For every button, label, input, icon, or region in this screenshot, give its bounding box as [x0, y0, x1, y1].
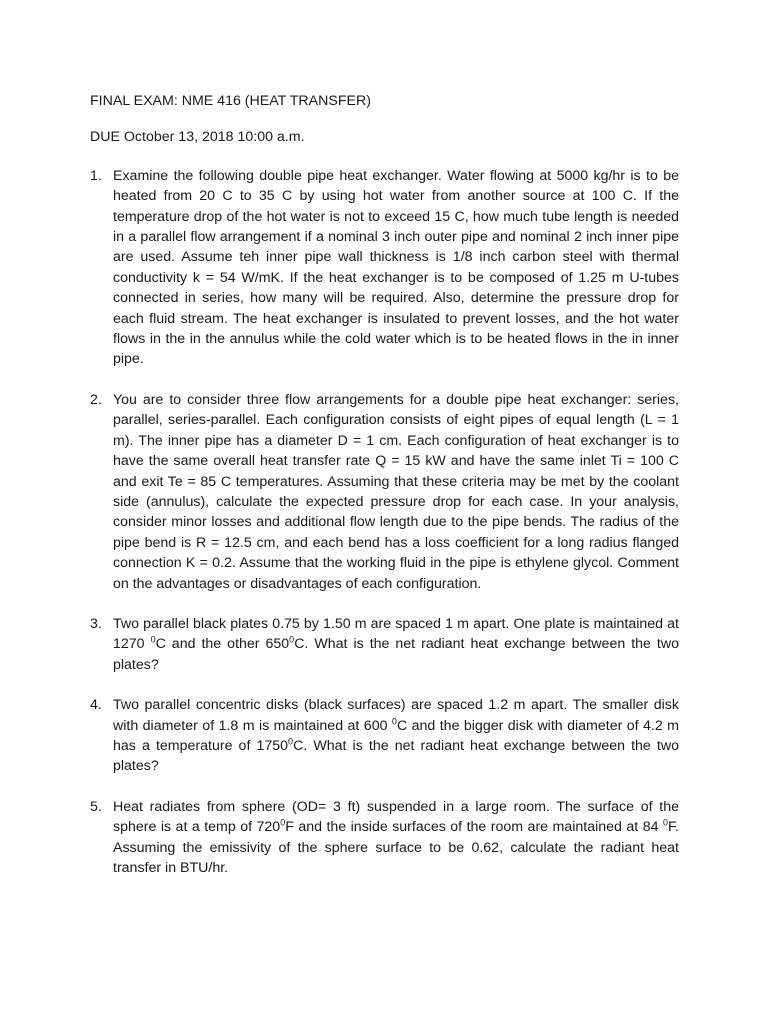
question-item	[90, 390, 679, 594]
question-text	[113, 695, 679, 777]
question-text	[113, 797, 679, 879]
question-number: 4.	[90, 697, 102, 714]
question-text-part: Heat radiates from sphere (OD= 3 ft) suspended in a large room. The surface of the sphere is at a temp of 720	[113, 798, 679, 836]
exam-title: FINAL EXAM: NME 416 (HEAT TRANSFER)	[90, 93, 371, 109]
question-text	[113, 614, 679, 675]
question-number: 5.	[90, 798, 102, 815]
question-text-part: Two parallel concentric disks (black surfaces) are spaced 1.2 m apart. The smaller disk with diameter of 1.8 m is maintained at 600	[113, 697, 679, 734]
degree-superscript: 0	[288, 736, 294, 747]
question-number: 2.	[90, 391, 102, 408]
degree-superscript: 0	[280, 817, 286, 828]
question-list	[90, 166, 679, 879]
question-number: 3.	[90, 615, 102, 632]
question-item	[90, 797, 679, 879]
degree-superscript: 0	[289, 634, 295, 645]
question-text-part: F and the inside surfaces of the room are maintained at 84	[285, 819, 663, 836]
question-text: You are to consider three flow arrangements for a double pipe heat exchanger: series, parallel, series-parallel. Each configuration consists of eight pipes of equal length (L = 1 m). The inner pipe has a diameter D = 1 cm. Each configuration of heat exchanger is to have the same overall heat transfer rate Q = 15 kW and have the same inlet Ti = 100 C and exit Te = 85 C temperatures. Assuming that these criteria may be met by the coolant side (annulus), calculate the expected pressure drop for each case. In your analysis, consider minor losses and additional flow length due to the pipe bends. The radius of the pipe bend is R = 12.5 cm, and each bend has a loss coefficient for a long radius flanged connection K = 0.2. Assume that the working fluid in the pipe is ethylene glycol. Comment on the advantages or disadvantages of each configuration.	[113, 391, 679, 592]
question-text-part: C and the bigger disk with diameter of 4.2 m has a temperature of 1750	[113, 717, 679, 754]
due-date: DUE October 13, 2018 10:00 a.m.	[90, 129, 305, 146]
degree-superscript: 0	[662, 817, 668, 828]
question-item	[90, 166, 679, 370]
question-text: Examine the following double pipe heat exchanger. Water flowing at 5000 kg/hr is to be heated from 20 C to 35 C by using hot water from another source at 100 C. If the temperature drop of the hot water is not to exceed 15 C, how much tube length is needed in a parallel flow arrangement if a nominal 3 inch outer pipe and nominal 2 inch inner pipe are used. Assume teh inner pipe wall thickness is 1/8 inch carbon steel with thermal conductivity k = 54 W/mK. If the heat exchanger is to be composed of 1.25 m U-tubes connected in series, how many will be required. Also, determine the pressure drop for each fluid stream. The heat exchanger is insulated to prevent losses, and the hot water flows in the in the annulus while the cold water which is to be heated flows in the in inner pipe.	[113, 167, 679, 368]
question-item	[90, 695, 679, 777]
degree-superscript: 0	[150, 634, 156, 645]
degree-superscript: 0	[391, 715, 397, 726]
question-text-part: C and the other 650	[155, 636, 290, 653]
question-text-part: C. What is the net radiant heat exchange between the two plates?	[113, 737, 679, 775]
question-text-part: Two parallel black plates 0.75 by 1.50 m are spaced 1 m apart. One plate is maintained at 1270	[113, 615, 679, 653]
question-item	[90, 614, 679, 675]
question-text-part: F. Assuming the emissivity of the sphere surface to be 0.62, calculate the radiant heat transfer in BTU/hr.	[113, 819, 679, 876]
exam-page	[90, 91, 679, 898]
question-text-part: C. What is the net radiant heat exchange between the two plates?	[113, 636, 679, 673]
question-number: 1.	[90, 167, 102, 184]
